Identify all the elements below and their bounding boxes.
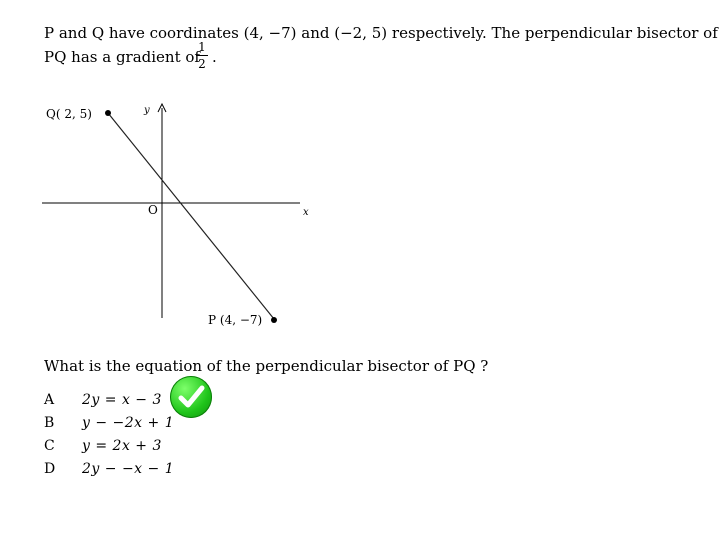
point-p-dot	[271, 317, 277, 323]
option-letter: B	[44, 415, 55, 431]
sentence-period: .	[212, 48, 217, 66]
option-equation: 2y − −x − 1	[82, 461, 175, 477]
point-p-label: P (4, −7)	[208, 313, 263, 327]
option-letter: D	[44, 461, 56, 477]
problem-statement-line2: PQ has a gradient of	[44, 48, 200, 66]
y-axis-label: y	[144, 105, 150, 116]
point-q-dot	[105, 110, 111, 116]
fraction-numerator: 1	[198, 40, 206, 54]
fraction-denominator: 2	[198, 57, 206, 71]
problem-statement-line1: P and Q have coordinates (4, −7) and (−2, 5) respectively. The perpendicular bisector of	[44, 24, 718, 42]
option-letter: A	[44, 392, 55, 408]
option-d[interactable]	[44, 461, 174, 477]
option-b[interactable]	[44, 415, 174, 431]
option-c[interactable]	[44, 438, 162, 454]
checkmark-icon	[170, 376, 212, 418]
x-axis-label: x	[303, 207, 309, 218]
option-equation: 2y = x − 3	[82, 392, 162, 408]
origin-label: O	[148, 203, 158, 217]
point-q-label: Q( 2, 5)	[46, 107, 92, 121]
option-a[interactable]	[44, 392, 162, 408]
option-equation: y = 2x + 3	[82, 438, 162, 454]
option-equation: y − −2x + 1	[82, 415, 175, 431]
question-text: What is the equation of the perpendicular bisector of PQ ?	[44, 357, 489, 375]
segment-pq	[108, 113, 274, 319]
option-letter: C	[44, 438, 55, 454]
